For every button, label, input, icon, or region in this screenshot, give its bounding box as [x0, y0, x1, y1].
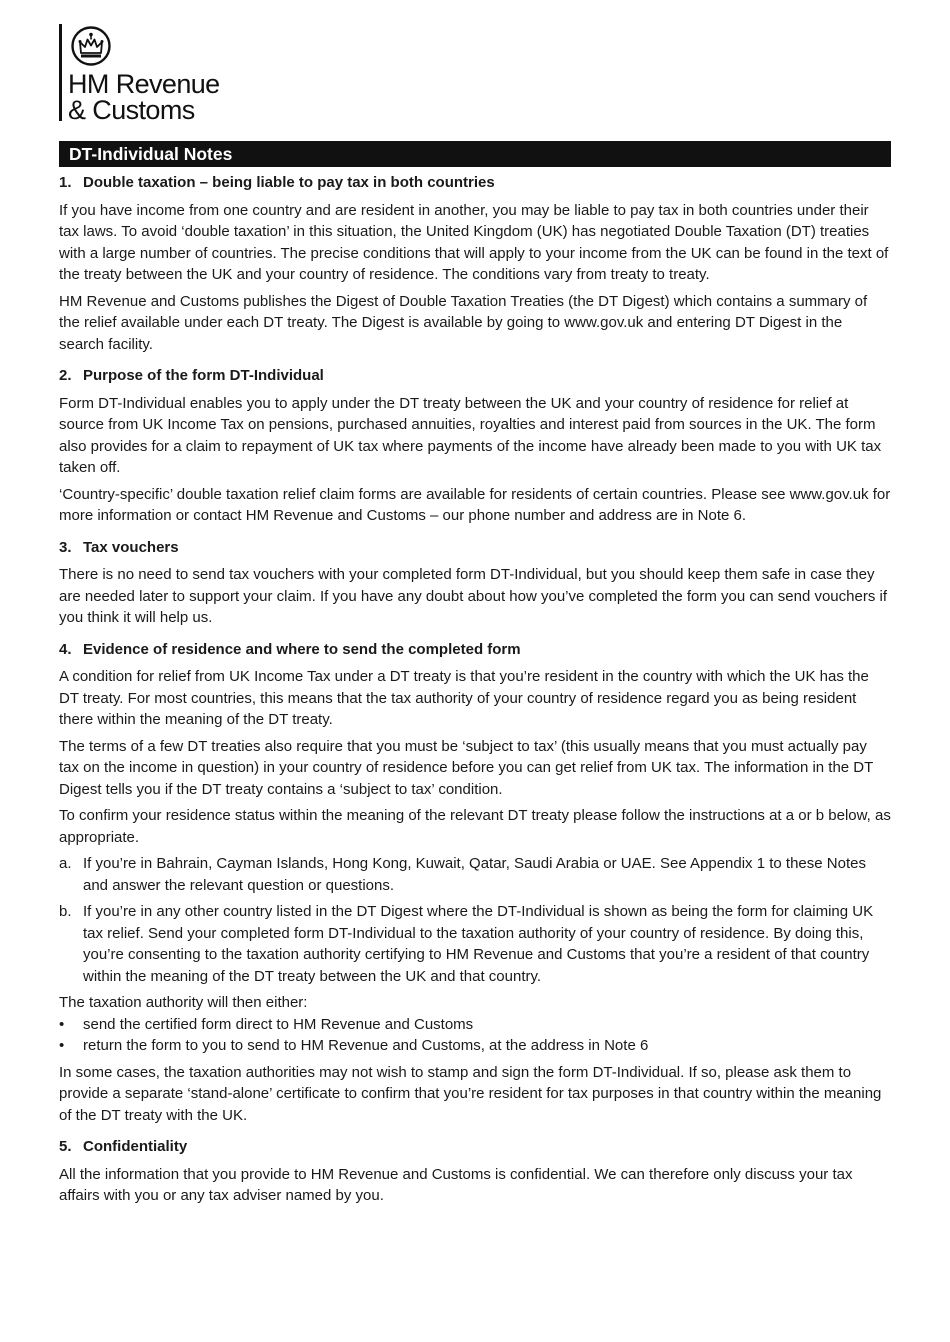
list-item-label: a. — [59, 855, 72, 872]
paragraph: HM Revenue and Customs publishes the Digest of Double Taxation Treaties (the DT Digest) which contains a summary of the relief available under each DT treaty. The Digest is available by going to www.gov.uk and entering DT Digest in the search facility. — [59, 292, 868, 353]
section-heading — [59, 639, 891, 661]
paragraph: If you have income from one country and are resident in another, you may be liable to pay tax in both countries under their tax laws. To avoid ‘double taxation’ in this situation, the United Kingdom (UK) has negotiated Double Taxation (DT) treaties with a large number of countries. The precise conditions that will apply to your income from the UK can be found in the text of the treaty between the UK and your country of residence. The conditions vary from treaty to treaty. — [59, 201, 889, 283]
paragraph: ‘Country-specific’ double taxation relief claim forms are available for residents of certain countries. Please see www.gov.uk for more information or contact HM Revenue and Customs – our phone number and address are in Note 6. — [59, 485, 891, 524]
section-title: Confidentiality — [83, 1138, 188, 1155]
logo-text-line2: & Customs — [68, 95, 195, 125]
paragraph: To confirm your residence status within the meaning of the relevant DT treaty please follow the instructions at a or b below, as appropriate. — [59, 807, 891, 846]
royal-crest-icon — [71, 26, 111, 66]
list-item-text: If you’re in Bahrain, Cayman Islands, Hong Kong, Kuwait, Qatar, Saudi Arabia or UAE. See Appendix 1 to these Notes and answer the relevant question or questions. — [83, 855, 866, 894]
paragraph: All the information that you provide to HM Revenue and Customs is confidential. We can therefore only discuss your tax affairs with you or any tax adviser named by you. — [59, 1165, 853, 1204]
list-item-label: b. — [59, 903, 72, 920]
hmrc-logo — [59, 24, 259, 125]
section-number: 1. — [59, 174, 72, 191]
section-heading — [59, 537, 891, 559]
bullet-icon: • — [59, 1037, 65, 1054]
logo-text-line1: HM Revenue — [68, 69, 220, 99]
paragraph: The taxation authority will then either: — [59, 994, 308, 1011]
page-title: DT-Individual Notes — [59, 141, 891, 167]
section-title: Purpose of the form DT-Individual — [83, 367, 324, 384]
section-number: 2. — [59, 367, 72, 384]
section-heading — [59, 172, 891, 194]
list-item-text: If you’re in any other country listed in the DT Digest where the DT-Individual is shown as being the form for claiming UK tax relief. Send your completed form DT-Individual to the taxation authority of your country of residence. By doing this, you’re consenting to the taxation authority certifying to HM Revenue and Customs that you’re a resident of that country within the meaning of the DT treaty between the UK and that country. — [83, 903, 874, 985]
paragraph: There is no need to send tax vouchers with your completed form DT-Individual, but you should keep them safe in case they are needed later to support your claim. If you have any doubt about how you’ve completed the form you can send vouchers if you think it will help us. — [59, 566, 887, 626]
bullet-item — [59, 1014, 891, 1036]
section-title: Tax vouchers — [83, 538, 179, 556]
paragraph: Form DT-Individual enables you to apply under the DT treaty between the UK and your country of residence for relief at source from UK Income Tax on pensions, purchased annuities, royalties and interest paid from sources in the UK. The form also provides for a claim to repayment of UK tax where payments of the income have already been made to you with UK tax taken off. — [59, 394, 882, 476]
lettered-list — [59, 853, 891, 987]
logo-bar — [59, 24, 62, 121]
paragraph: The terms of a few DT treaties also require that you must be ‘subject to tax’ (this usually means that you must actually pay tax on the income in question) in your country of residence before you can get relief from UK tax. The information in the DT Digest tells you if the DT treaty contains a ‘subject to tax’ condition. — [59, 737, 874, 798]
section-number: 4. — [59, 640, 72, 658]
notes-content — [59, 171, 891, 1212]
list-item — [59, 901, 891, 987]
paragraph: In some cases, the taxation authorities may not wish to stamp and sign the form DT-Individual. If so, please ask them to provide a separate ‘stand-alone’ certificate to confirm that you’re resident for tax purposes in that country within the meaning of the DT treaty with the UK. — [59, 1063, 882, 1124]
bullet-item — [59, 1035, 891, 1057]
bullet-text: return the form to you to send to HM Revenue and Customs, at the address in Note 6 — [83, 1037, 649, 1054]
section-title: Double taxation – being liable to pay tax in both countries — [83, 174, 495, 191]
bullet-text: send the certified form direct to HM Revenue and Customs — [83, 1015, 474, 1033]
section-title: Evidence of residence and where to send the completed form — [83, 640, 521, 658]
section-number: 5. — [59, 1138, 72, 1155]
section-number: 3. — [59, 538, 72, 556]
list-item — [59, 853, 891, 896]
paragraph: A condition for relief from UK Income Tax under a DT treaty is that you’re resident in the country with which the UK has the DT treaty. For most countries, this means that the tax authority of your country of residence regard you as being resident there within the meaning of the DT treaty. — [59, 668, 869, 728]
bullet-icon: • — [59, 1015, 65, 1033]
section-heading — [59, 365, 891, 387]
section-heading — [59, 1136, 891, 1158]
